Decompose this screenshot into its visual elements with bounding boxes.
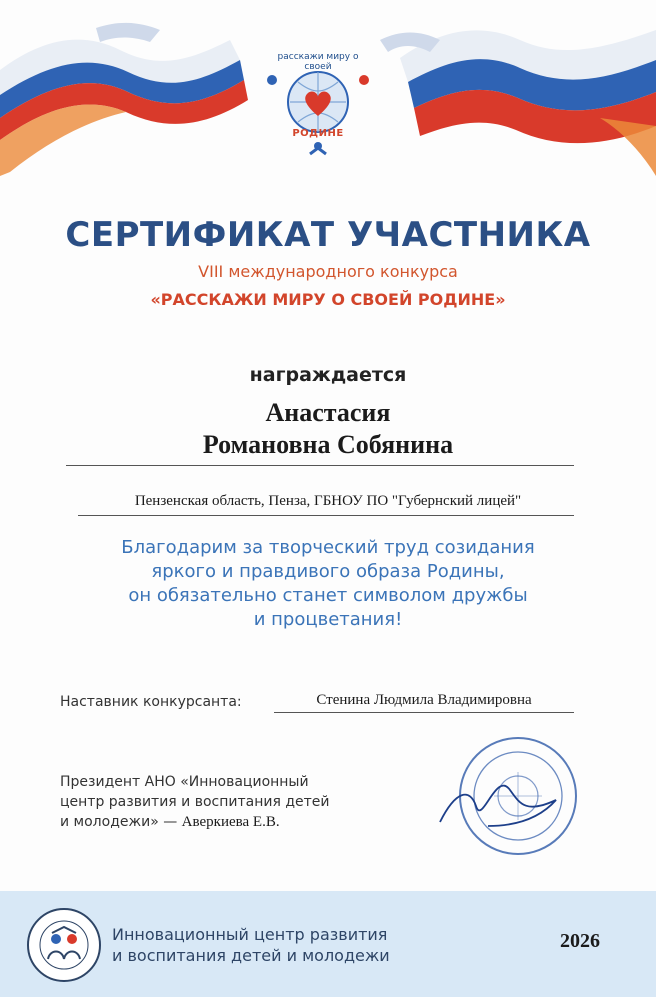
footer-org-line: и воспитания детей и молодежи: [112, 946, 390, 965]
right-ribbon: [380, 30, 656, 176]
contest-name: «РАССКАЖИ МИРУ О СВОЕЙ РОДИНЕ»: [150, 290, 506, 309]
thanks-line: Благодарим за творческий труд созидания: [121, 537, 535, 558]
official-stamp-icon: [436, 730, 586, 870]
org-emblem-icon: [24, 905, 104, 985]
recipient-school: Пензенская область, Пенза, ГБНОУ ПО "Губернский лицей": [134, 493, 522, 509]
certificate-title: СЕРТИФИКАТ УЧАСТНИКА: [65, 215, 591, 255]
mentor-underline: [274, 712, 574, 713]
thanks-line: и процветания!: [253, 609, 403, 630]
president-line: Президент АНО «Инновационный: [60, 774, 309, 790]
mentor-label: Наставник конкурсанта:: [60, 694, 242, 710]
president-line-text: и молодежи» —: [60, 814, 182, 830]
thanks-line: он обязательно станет символом дружбы: [128, 585, 528, 606]
thanks-line: яркого и правдивого образа Родины,: [151, 561, 505, 582]
recipient-first-name: Анастасия: [265, 398, 391, 427]
mentor-name: Стенина Людмила Владимировна: [316, 692, 532, 708]
president-signature-block: [60, 772, 390, 832]
president-line: [60, 812, 390, 832]
president-signer: Аверкиева Е.В.: [181, 814, 280, 830]
president-line: центр развития и воспитания детей: [60, 794, 330, 810]
school-underline: [78, 515, 574, 516]
thanks-message: [0, 536, 656, 632]
awarded-label: награждается: [249, 364, 407, 386]
left-ribbon: [0, 23, 248, 176]
logo-top-text: расскажи миру о своей: [277, 52, 359, 72]
contest-subtitle: VIII международного конкурса: [198, 262, 458, 281]
name-underline: [66, 465, 574, 466]
certificate-year: 2026: [560, 930, 600, 952]
footer-org-name: [112, 924, 390, 966]
footer-org-line: Инновационный центр развития: [112, 925, 388, 944]
recipient-patronymic-surname: Романовна Собянина: [202, 430, 454, 459]
logo-bottom-text: РОДИНЕ: [292, 128, 344, 139]
